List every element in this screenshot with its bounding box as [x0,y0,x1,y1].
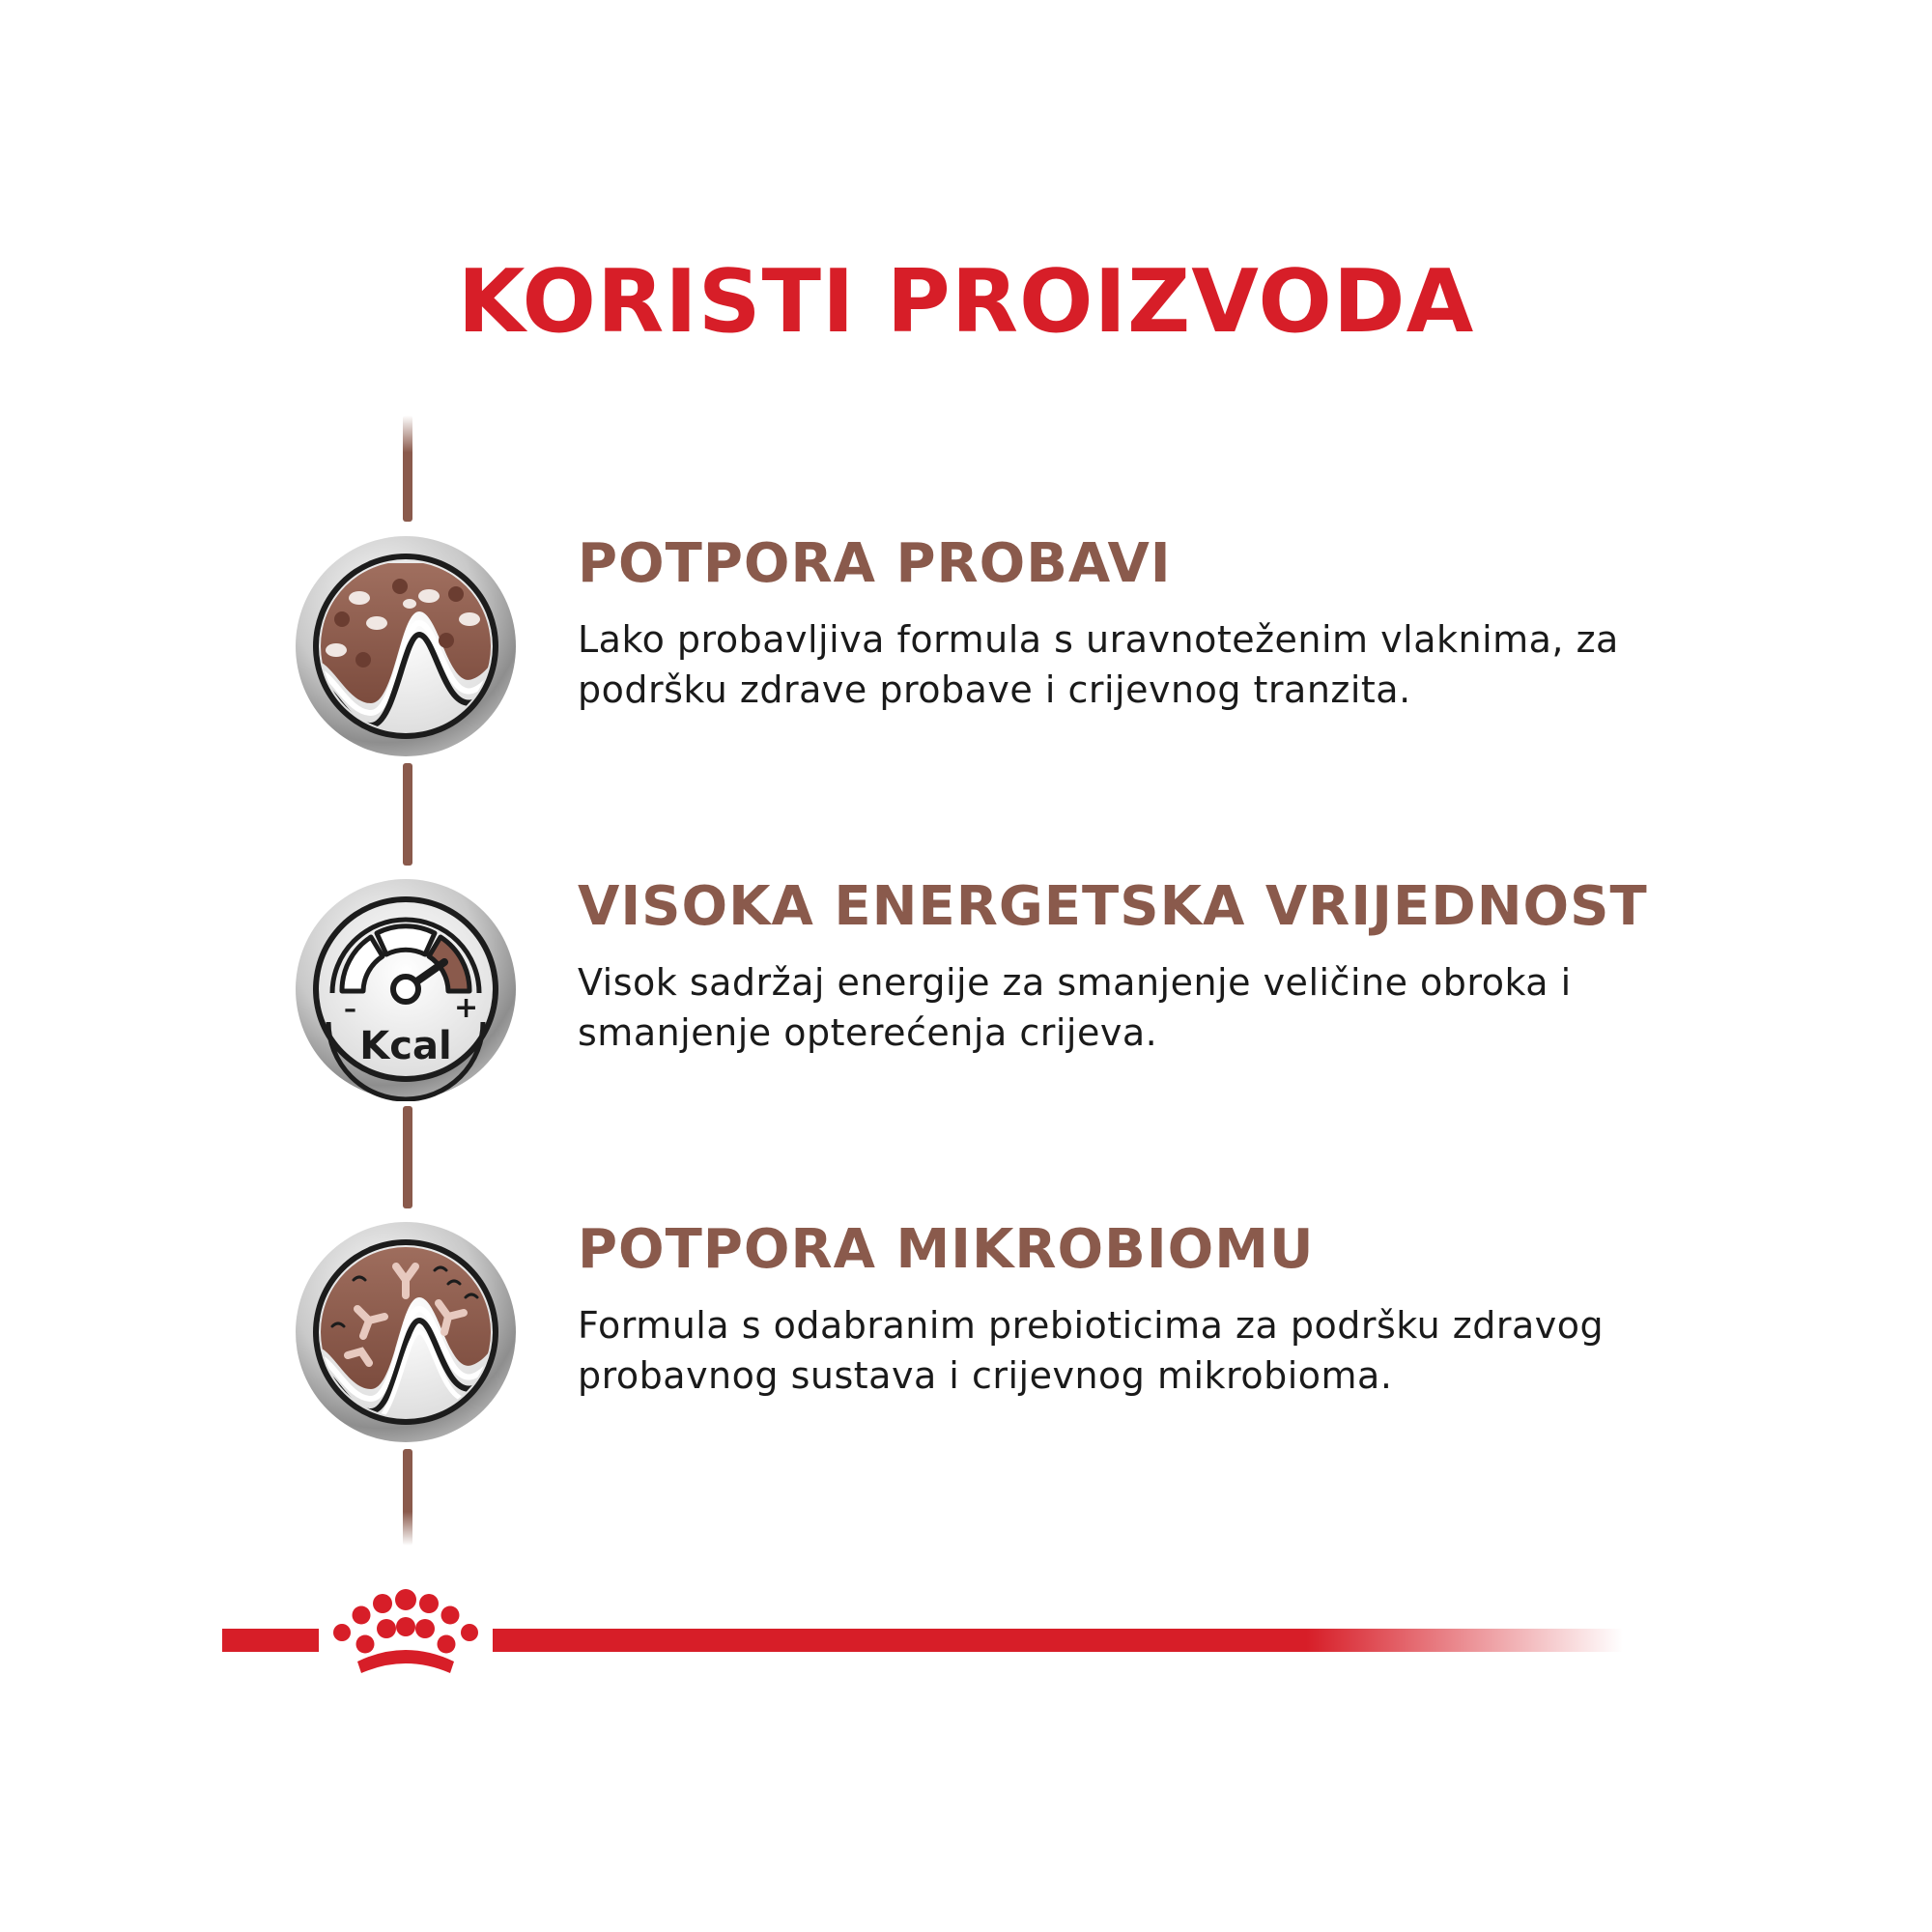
digestion-icon [294,534,518,758]
description-line: Formula s odabranim prebioticima za podršku zdravog [578,1303,1605,1347]
description-line: Lako probavljiva formula s uravnoteženim vlaknima, za [578,617,1619,661]
timeline-segment [403,415,412,522]
description-line: Visok sadržaj energije za smanjenje veličine obroka i [578,960,1572,1004]
gauge-plus-label: + [454,991,479,1025]
kcal-label: Kcal [359,1024,452,1068]
benefit-description [578,1300,1737,1401]
footer-bar-left [222,1629,319,1652]
benefit-description [578,614,1737,715]
benefit-item [578,1218,1737,1401]
benefit-heading: VISOKA ENERGETSKA VRIJEDNOST [578,875,1648,938]
footer-bar-right [493,1629,1623,1652]
benefit-heading: POTPORA MIKROBIOMU [578,1218,1315,1281]
benefit-heading: POTPORA PROBAVI [578,532,1172,595]
description-line: smanjenje opterećenja crijeva. [578,1010,1158,1054]
timeline-segment [403,763,412,866]
gauge-minus-label: – [344,995,356,1024]
timeline-segment [403,1106,412,1208]
benefit-description [578,957,1737,1058]
kcal-gauge-icon [294,877,518,1101]
microbiome-icon [294,1220,518,1444]
benefit-item [578,875,1737,1058]
page-title: KORISTI PROIZVODA [457,251,1475,353]
timeline-segment [403,1449,412,1546]
benefit-item [578,532,1737,715]
description-line: podršku zdrave probave i crijevnog tranzita. [578,668,1411,711]
description-line: probavnog sustava i crijevnog mikrobioma. [578,1353,1393,1397]
royal-crown-logo [327,1584,485,1685]
